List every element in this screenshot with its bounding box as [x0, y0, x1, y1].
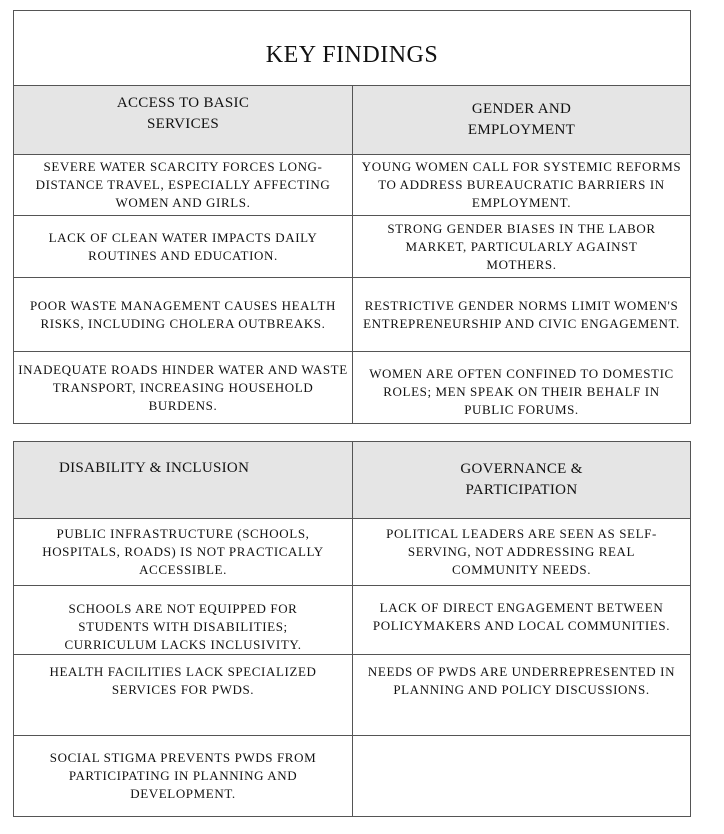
- table-cell: [13, 351, 353, 424]
- cell-text: SCHOOLS ARE NOT EQUIPPED FOR STUDENTS WITH DISABILITIES; CURRICULUM LACKS INCLUSIVITY.: [64, 601, 302, 652]
- header-label: ACCESS TO BASIC SERVICES: [116, 95, 250, 132]
- cell-text: PUBLIC INFRASTRUCTURE (SCHOOLS, HOSPITALS, ROADS) IS NOT PRACTICALLY ACCESSIBLE.: [42, 526, 324, 577]
- table-cell: [352, 154, 691, 216]
- header-disability-and-inclusion: [13, 441, 353, 519]
- cell-text: POOR WASTE MANAGEMENT CAUSES HEALTH RISKS, INCLUDING CHOLERA OUTBREAKS.: [29, 297, 337, 331]
- table-cell: [13, 215, 353, 278]
- table-cell: [352, 654, 691, 736]
- cell-text: POLITICAL LEADERS ARE SEEN AS SELF-SERVING, NOT ADDRESSING REAL COMMUNITY NEEDS.: [386, 526, 657, 577]
- table-cell: [13, 154, 353, 216]
- table-cell: [13, 735, 353, 817]
- table-cell: [13, 585, 353, 655]
- cell-text: INADEQUATE ROADS HINDER WATER AND WASTE TRANSPORT, INCREASING HOUSEHOLD BURDENS.: [18, 361, 348, 413]
- table-cell-empty: [352, 735, 691, 817]
- header-label: GOVERNANCE & PARTICIPATION: [460, 461, 583, 498]
- header-label: DISABILITY & INCLUSION: [59, 460, 250, 476]
- cell-text: LACK OF DIRECT ENGAGEMENT BETWEEN POLICYMAKERS AND LOCAL COMMUNITIES.: [372, 600, 671, 633]
- table-cell: [352, 277, 691, 352]
- cell-text: WOMEN ARE OFTEN CONFINED TO DOMESTIC ROLES; MEN SPEAK ON THEIR BEHALF IN PUBLIC FORUMS.: [369, 365, 674, 417]
- cell-text: SEVERE WATER SCARCITY FORCES LONG-DISTANCE TRAVEL, ESPECIALLY AFFECTING WOMEN AND GIRLS.: [35, 159, 331, 210]
- page-title: [13, 10, 691, 86]
- header-governance-and-participation: [352, 441, 691, 519]
- header-label: GENDER AND EMPLOYMENT: [467, 101, 576, 138]
- table-cell: [352, 585, 691, 655]
- cell-text: SOCIAL STIGMA PREVENTS PWDS FROM PARTICIPATING IN PLANNING AND DEVELOPMENT.: [49, 750, 317, 801]
- cell-text: NEEDS OF PWDS ARE UNDERREPRESENTED IN PLANNING AND POLICY DISCUSSIONS.: [367, 664, 676, 697]
- cell-text: RESTRICTIVE GENDER NORMS LIMIT WOMEN'S ENTREPRENEURSHIP AND CIVIC ENGAGEMENT.: [363, 297, 680, 331]
- table-cell: [13, 654, 353, 736]
- table-cell: [13, 277, 353, 352]
- header-gender-and-employment: [352, 85, 691, 155]
- cell-text: HEALTH FACILITIES LACK SPECIALIZED SERVICES FOR PWDS.: [49, 664, 317, 697]
- table-cell: [352, 351, 691, 424]
- cell-text: STRONG GENDER BIASES IN THE LABOR MARKET, PARTICULARLY AGAINST MOTHERS.: [387, 220, 656, 272]
- table-cell: [352, 215, 691, 278]
- table-cell: [13, 518, 353, 586]
- header-access-to-basic-services: [13, 85, 353, 155]
- cell-text: YOUNG WOMEN CALL FOR SYSTEMIC REFORMS TO ADDRESS BUREAUCRATIC BARRIERS IN EMPLOYMENT.: [361, 159, 682, 210]
- cell-text: LACK OF CLEAN WATER IMPACTS DAILY ROUTINES AND EDUCATION.: [48, 229, 318, 263]
- table-cell: [352, 518, 691, 586]
- page-title-text: KEY FINDINGS: [265, 42, 439, 68]
